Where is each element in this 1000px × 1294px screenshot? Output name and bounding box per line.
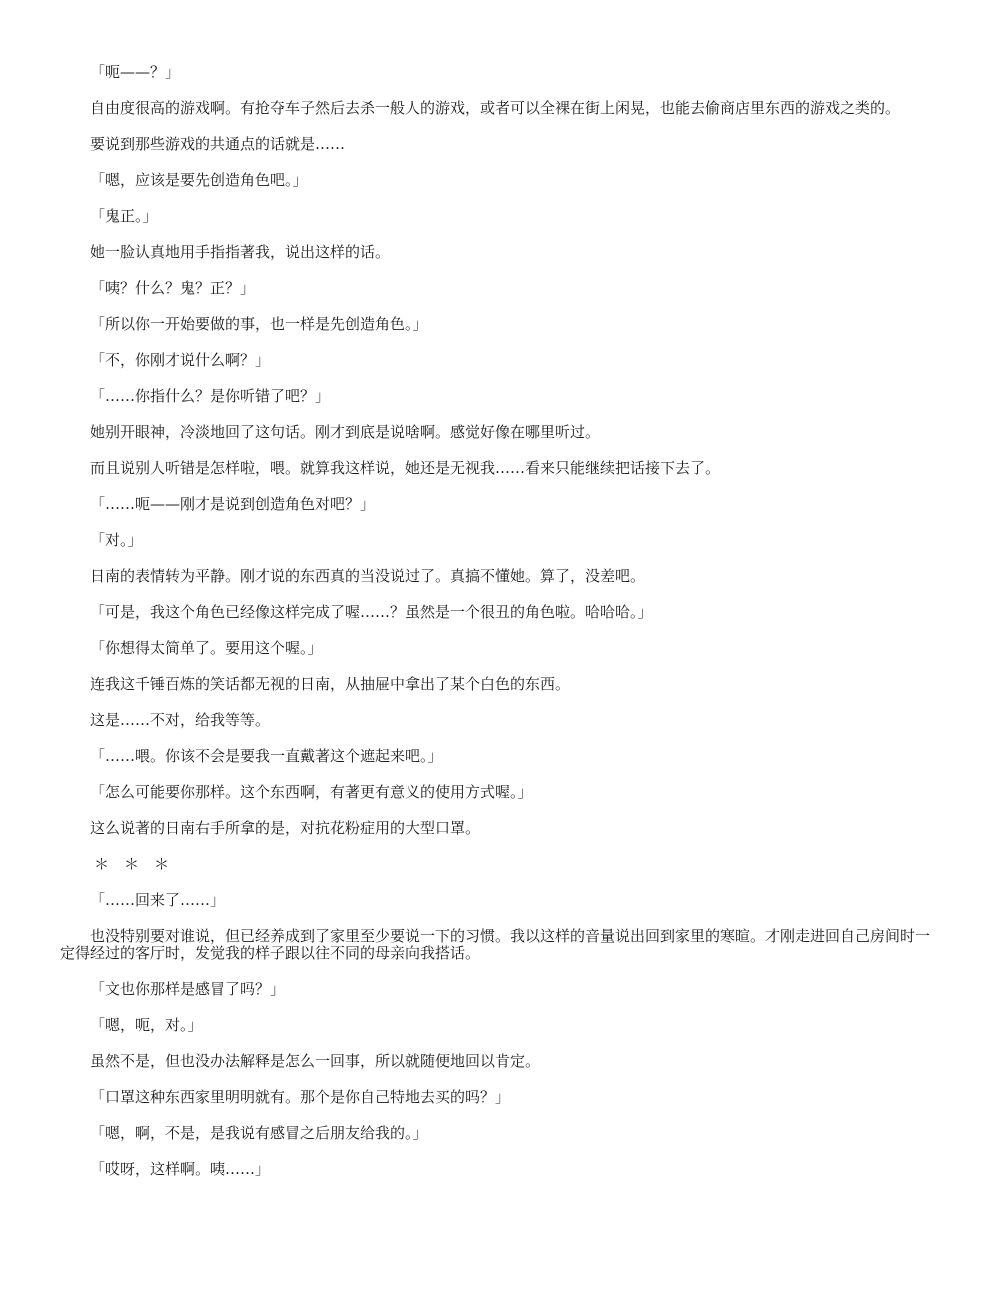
paragraph: 她别开眼神，冷淡地回了这句话。刚才到底是说啥啊。感觉好像在哪里听过。 — [90, 423, 601, 441]
paragraph: 要说到那些游戏的共通点的话就是…… — [90, 135, 346, 153]
paragraph: 她一脸认真地用手指指著我，说出这样的话。 — [90, 243, 391, 261]
paragraph: 「不，你刚才说什么啊？」 — [90, 351, 271, 369]
paragraph: 「你想得太简单了。要用这个喔。」 — [90, 639, 323, 657]
paragraph: 也没特别要对谁说，但已经养成到了家里至少要说一下的习惯。我以这样的音量说出回到家里的寒暄。才刚走进回自己房间时一定得经过的客厅时，发觉我的样子跟以往不同的母亲向我搭话。 — [60, 927, 931, 962]
paragraph: 「可是，我这个角色已经像这样完成了喔……？虽然是一个很丑的角色啦。哈哈哈。」 — [90, 603, 653, 621]
paragraph: 「咦？什么？鬼？正？」 — [90, 279, 256, 297]
paragraph: 连我这千锤百炼的笑话都无视的日南，从抽屉中拿出了某个白色的东西。 — [90, 675, 571, 693]
paragraph: 「文也你那样是感冒了吗？」 — [90, 980, 286, 998]
paragraph: 「……呃——刚才是说到创造角色对吧？」 — [90, 495, 376, 513]
paragraph: 「鬼正。」 — [90, 207, 158, 225]
paragraph: 这是……不对，给我等等。 — [90, 711, 271, 729]
scene-break: ＊ ＊ ＊ — [94, 855, 170, 873]
text-body — [60, 64, 940, 1197]
paragraph: 「嗯，应该是要先创造角色吧。」 — [90, 171, 308, 189]
paragraph: 日南的表情转为平静。刚才说的东西真的当没说过了。真搞不懂她。算了，没差吧。 — [90, 567, 646, 585]
paragraph: 而且说别人听错是怎样啦，喂。就算我这样说，她还是无视我……看来只能继续把话接下去了。 — [90, 459, 721, 477]
paragraph: 自由度很高的游戏啊。有抢夺车子然后去杀一般人的游戏，或者可以全裸在街上闲晃，也能去偷商店里东西的游戏之类的。 — [90, 99, 901, 117]
paragraph: 「……回来了……」 — [90, 891, 226, 909]
paragraph: 这么说著的日南右手所拿的是，对抗花粉症用的大型口罩。 — [90, 819, 481, 837]
paragraph: 「……喂。你该不会是要我一直戴著这个遮起来吧。」 — [90, 747, 443, 765]
paragraph: 「怎么可能要你那样。这个东西啊，有著更有意义的使用方式喔。」 — [90, 783, 533, 801]
paragraph: 「对。」 — [90, 531, 143, 549]
paragraph: 「嗯，呃，对。」 — [90, 1016, 203, 1034]
paragraph: 「口罩这种东西家里明明就有。那个是你自己特地去买的吗？」 — [90, 1088, 511, 1106]
paragraph: 「呃——？」 — [90, 63, 181, 81]
paragraph: 虽然不是，但也没办法解释是怎么一回事，所以就随便地回以肯定。 — [90, 1052, 541, 1070]
paragraph: 「嗯，啊，不是，是我说有感冒之后朋友给我的。」 — [90, 1124, 428, 1142]
paragraph: 「……你指什么？是你听错了吧？」 — [90, 387, 331, 405]
paragraph: 「哎呀，这样啊。咦……」 — [90, 1160, 271, 1178]
paragraph: 「所以你一开始要做的事，也一样是先创造角色。」 — [90, 315, 428, 333]
